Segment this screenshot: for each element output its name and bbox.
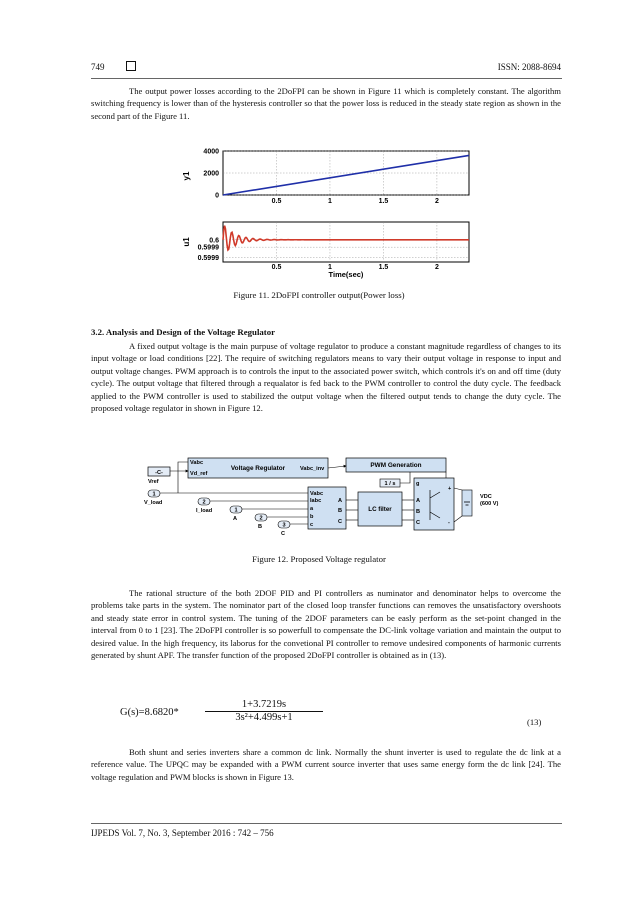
page-number: 749: [91, 62, 105, 72]
vdc-label: VDC: [480, 494, 492, 500]
intro-paragraph: The output power losses according to the 2DoFPI can be shown in Figure 11 which is completely constant. The algorithm switching frequency is lower than of the hysteresis controller so that the power loss is reduced in the steady state region as shown in the second part of the Figure 11.: [91, 86, 561, 121]
y1-series-line: [223, 155, 469, 195]
svg-text:B: B: [416, 509, 421, 515]
svg-text:c: c: [310, 522, 314, 528]
svg-text:A: A: [416, 498, 421, 504]
svg-text:Vabc: Vabc: [310, 491, 324, 497]
vabc-port: Vabc: [190, 460, 204, 466]
plot1-ytick-label: 0: [215, 192, 219, 200]
section-title: 3.2. Analysis and Design of the Voltage Regulator: [91, 327, 276, 337]
plot1-xtick-label: 2: [434, 198, 439, 205]
svg-text:1: 1: [152, 491, 156, 498]
vd-ref-port: Vd_ref: [190, 471, 208, 477]
issn: ISSN: 2088-8694: [497, 62, 561, 72]
u1-label: u1: [182, 237, 191, 247]
svg-text:1 / s: 1 / s: [384, 481, 396, 487]
svg-text:B: B: [338, 508, 343, 514]
constant-label: -C-: [155, 470, 163, 476]
dc-source-block: [462, 490, 472, 516]
vabc-inv-port: Vabc_inv: [300, 466, 325, 472]
plot1-xtick-label: 1.5: [378, 198, 389, 205]
plot2-frame: [223, 222, 469, 262]
vdc-value: (600 V): [480, 501, 499, 507]
svg-text:Iabc: Iabc: [310, 498, 322, 504]
equation-number: (13): [527, 717, 542, 727]
footer-citation: IJPEDS Vol. 7, No. 3, September 2016 : 742 – 756: [91, 828, 274, 838]
plot1-xtick-label: 1: [328, 198, 332, 205]
svg-text:g: g: [416, 481, 420, 487]
svg-text:+: +: [448, 486, 452, 492]
figure-12-diagram: [118, 450, 518, 542]
svg-text:C: C: [281, 531, 286, 537]
figure-11-caption: Figure 11. 2DoFPI controller output(Power loss): [233, 290, 405, 300]
y1-label: y1: [182, 171, 191, 181]
equation-denominator: 3s²+4.499s+1: [235, 712, 293, 723]
svg-text:A: A: [233, 516, 238, 522]
plot2-xtick-label: 2: [434, 264, 439, 271]
svg-text:B: B: [258, 524, 263, 530]
plot1-xtick-label: 0.5: [271, 198, 282, 205]
plot1-ytick-label: 2000: [203, 170, 219, 178]
lc-filter-label: LC filter: [368, 506, 392, 513]
svg-text:2: 2: [259, 515, 263, 522]
svg-text:C: C: [338, 519, 343, 525]
svg-text:C: C: [416, 520, 421, 526]
pwm-generation-label: PWM Generation: [370, 462, 422, 469]
checkbox-square-icon: [126, 61, 136, 71]
equation-numerator: 1+3.7219s: [205, 699, 323, 712]
figure-12-caption: Figure 12. Proposed Voltage regulator: [252, 554, 386, 564]
figure-11-chart: [175, 142, 475, 280]
u1-series-line: [223, 226, 469, 250]
svg-text:-: -: [448, 520, 450, 526]
plot1-ticks: [203, 149, 439, 206]
v-load-label: V_load: [144, 500, 163, 506]
plot2-xtick-label: 1.5: [378, 264, 389, 271]
paragraph-2: The rational structure of the both 2DOF PID and PI controllers as numinator and denominator helps to overcome the problems take parts in the system. The nominator part of the closed loop transfer functions can removes the unsatisfactory overshoots and steady state error in control system. The tuning of the 2DOF parameters can be easly perform as the set-point changed in the interval from 0 to 1 [23]. The 2DoFPI controller is so powerfull to compensate the DC-link voltage variation and maintain the output to desired value. In the high frequency, its laborus for the convetional PI controller to remove undesired components of harmonic currents generated by shunt APF. The transfer function of the proposed 2DoFPI controller is obtained as in (13).: [91, 588, 561, 661]
plot2-grid: [223, 222, 469, 262]
plot2-ytick-label: 0.6: [209, 237, 219, 245]
svg-text:a: a: [310, 506, 314, 512]
svg-text:2: 2: [202, 499, 206, 506]
section-paragraph: A fixed output voltage is the main purpuse of voltage regulator to produce a constant magnitude regardless of changes to its input voltage or load conditions [22]. The require of switching regulators means to vary their output voltage in response to input and output voltage changes. PWM approach is to controls the input to the associated power switch, which controls it's on and off time (duty cycle). The output voltage that filtered through a requalator is fed back to the PWM controller to control the duty cycle. The feedback applied to the PWM controller is used to stabilized the output voltage when the filtered output tends to change the duty cycle. The proposed voltage regulator in shown in Figure 12.: [91, 341, 561, 414]
header-rule: [91, 78, 562, 79]
voltage-regulator-label: Voltage Regulator: [230, 465, 286, 472]
svg-text:b: b: [310, 514, 314, 520]
equation-lhs: G(s)=8.6820*: [120, 707, 179, 718]
paragraph-3: Both shunt and series inverters share a common dc link. Normally the shunt inverter is used to regulate the dc link at a reference value. The UPQC may be expanded with a PWM current source inverter that uses same energy form the dc link [24]. The voltage regulation and PWM blocks is shown in Figure 13.: [91, 747, 561, 782]
plot1-ytick-label: 4000: [203, 148, 219, 156]
plot2-ytick-label: 0.5999: [197, 244, 219, 252]
plot2-xtick-label: 0.5: [271, 264, 282, 271]
vref-label: Vref: [148, 479, 159, 485]
i-load-label: I_load: [196, 508, 213, 514]
x-axis-label: Time(sec): [328, 270, 364, 279]
svg-text:3: 3: [282, 522, 286, 529]
plot2-ytick-label: 0.5999: [197, 255, 219, 263]
svg-text:1: 1: [234, 507, 238, 514]
footer-rule: [91, 823, 562, 824]
plot2-xtick-label: 1: [328, 264, 332, 271]
svg-text:A: A: [338, 498, 343, 504]
